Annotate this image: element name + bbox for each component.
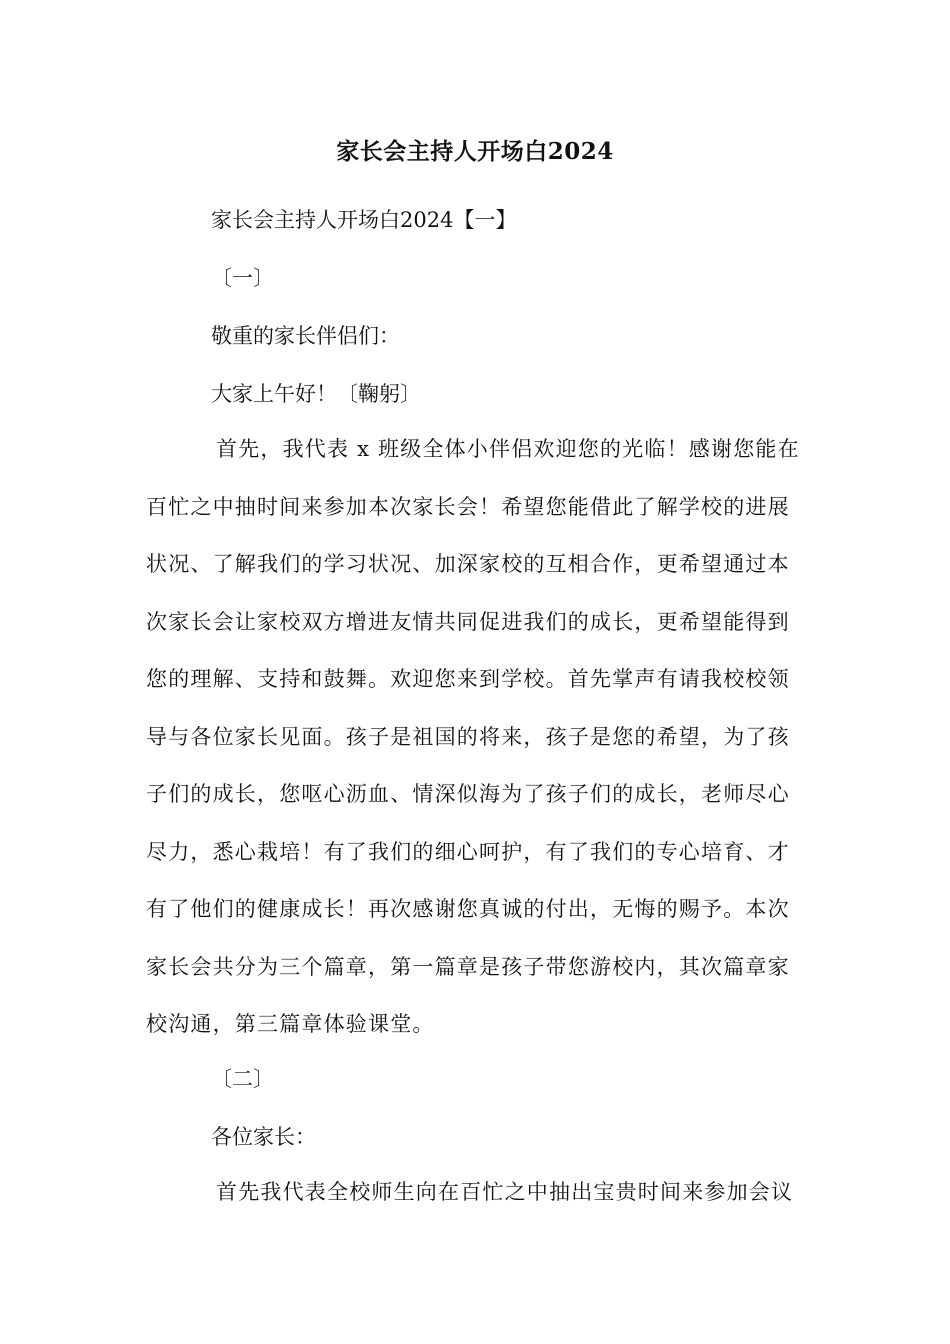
paragraph-line: 子们的成长，您呕心沥血、情深似海为了孩子们的成长，老师尽心 — [146, 782, 790, 806]
section-two-heading: 〔二〕 — [211, 1067, 274, 1091]
paragraph-line: 家长会共分为三个篇章，第一篇章是孩子带您游校内，其次篇章家 — [146, 954, 790, 979]
paragraph-line: 您的理解、支持和鼓舞。欢迎您来到学校。首先掌声有请我校校领 — [146, 667, 790, 691]
paragraph-one — [146, 421, 806, 1054]
paragraph-line: 首先，我代表 x 班级全体小伴侣欢迎您的光临！感谢您能在 — [216, 437, 800, 461]
hello-line: 大家上午好！〔鞠躬〕 — [211, 382, 421, 406]
greeting-two: 各位家长： — [211, 1125, 316, 1149]
document-title: 家长会主持人开场白2024 — [336, 138, 614, 165]
greeting-one: 敬重的家长伴侣们： — [211, 324, 400, 348]
section-one-heading: 〔一〕 — [211, 266, 274, 290]
paragraph-line: 状况、了解我们的学习状况、加深家校的互相合作，更希望通过本 — [146, 552, 790, 576]
paragraph-line: 校沟通，第三篇章体验课堂。 — [146, 1012, 435, 1036]
paragraph-line: 有了他们的健康成长！再次感谢您真诚的付出，无悔的赐予。本次 — [146, 897, 790, 921]
paragraph-line: 次家长会让家校双方增进友情共同促进我们的成长，更希望能得到 — [146, 609, 790, 634]
paragraph-line: 导与各位家长见面。孩子是祖国的将来，孩子是您的希望，为了孩 — [146, 724, 790, 749]
paragraph-line: 尽力，悉心栽培！有了我们的细心呵护，有了我们的专心培育、才 — [146, 839, 790, 864]
paragraph-line: 首先我代表全校师生向在百忙之中抽出宝贵时间来参加会议 — [216, 1180, 794, 1204]
paragraph-line: 百忙之中抽时间来参加本次家长会！希望您能借此了解学校的进展 — [146, 494, 790, 519]
subtitle: 家长会主持人开场白2024【一】 — [211, 208, 517, 232]
paragraph-two — [146, 1164, 806, 1222]
